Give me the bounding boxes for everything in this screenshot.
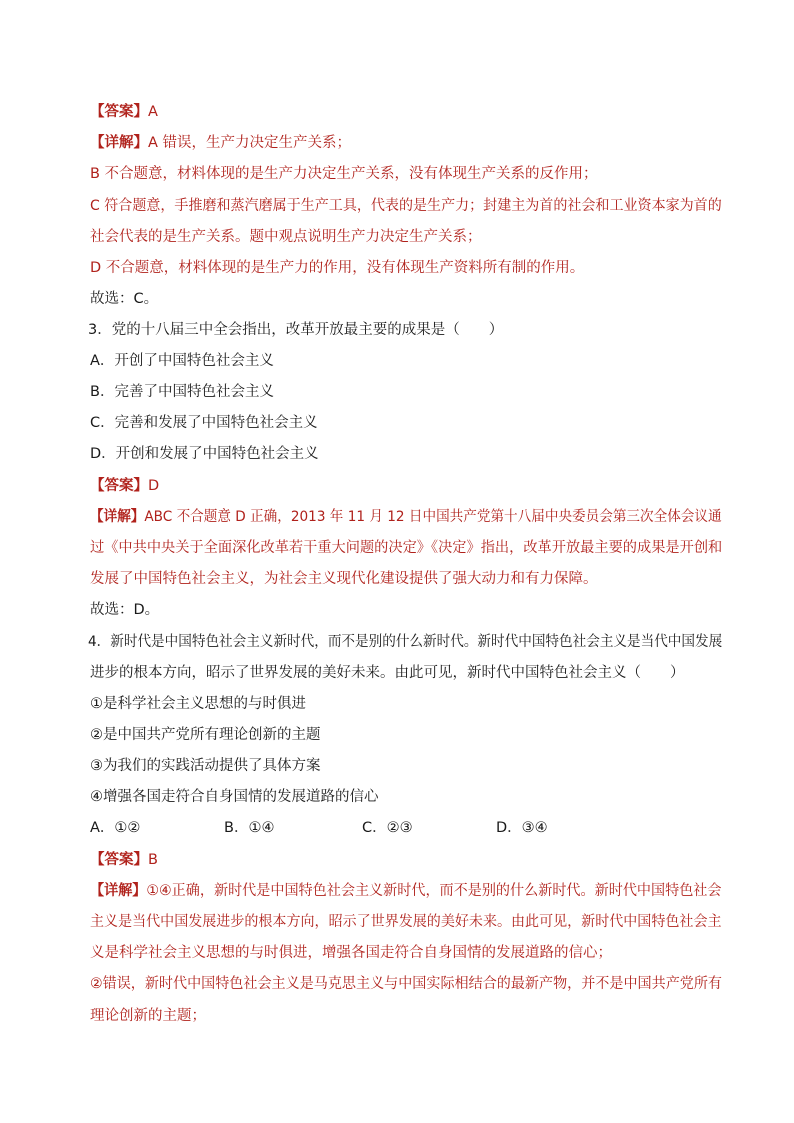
detail-text: 社会代表的是生产关系。题中观点说明生产力决定生产关系； (90, 229, 482, 245)
answer-label: 【答案】 (90, 478, 148, 494)
question-3-option-d: D．开创和发展了中国特色社会主义 (90, 446, 319, 462)
detail-text: ABC 不合题意 D 正确，2013 年 11 月 12 日中国共产党第十八届中央委员会第三次全体会议通 (144, 509, 722, 525)
question-3-option-a: A．开创了中国特色社会主义 (90, 353, 274, 369)
question-3-answer (90, 476, 159, 496)
detail-text: ②错误，新时代中国特色社会主义是马克思主义与中国实际相结合的最新产物，并不是中国共产党所有 (90, 976, 722, 992)
answer-label: 【答案】 (90, 104, 148, 120)
question-4-answer (90, 850, 158, 870)
detail-text: 过《中共中央关于全面深化改革若干重大问题的决定》《决定》指出，改革开放最主要的成果是开创和 (90, 540, 723, 556)
detail-label: 【详解】 (90, 509, 145, 525)
question-4-statement-1: ①是科学社会主义思想的与时俱进 (90, 696, 306, 712)
question-4-detail (90, 881, 722, 901)
question-3-option-b: B．完善了中国特色社会主义 (90, 384, 274, 400)
detail-label: 【详解】 (90, 135, 148, 151)
detail-text: ①④正确，新时代是中国特色社会主义新时代，而不是别的什么新时代。新时代中国特色社会 (146, 883, 722, 899)
choice-line: 故选：D。 (90, 602, 160, 618)
question-4-option-a: A．①② (90, 820, 141, 836)
question-4-option-c: C．②③ (362, 820, 413, 836)
answer-label: 【答案】 (90, 852, 148, 868)
question-4-option-d: D．③④ (496, 820, 548, 836)
question-4-options (90, 818, 548, 838)
question-4-stem: 4．新时代是中国特色社会主义新时代，而不是别的什么新时代。新时代中国特色社会主义是当代中国发展 (88, 634, 723, 650)
answer-value: D (148, 478, 160, 494)
detail-text: D 不合题意，材料体现的是生产力的作用，没有体现生产资料所有制的作用。 (90, 260, 585, 276)
detail-text: 义是科学社会主义思想的与时俱进，增强各国走符合自身国情的发展道路的信心； (90, 945, 612, 961)
question-3-option-c: C．完善和发展了中国特色社会主义 (90, 415, 318, 431)
detail-text: A 错误，生产力决定生产关系； (148, 135, 352, 151)
detail-text: C 符合题意，手推磨和蒸汽磨属于生产工具，代表的是生产力；封建主为首的社会和工业资本家为首的 (90, 198, 722, 214)
detail-text: 理论创新的主题； (90, 1008, 206, 1024)
question-4-statement-3: ③为我们的实践活动提供了具体方案 (90, 758, 321, 774)
detail-text: 主义是当代中国发展进步的根本方向，昭示了世界发展的美好未来。由此可见，新时代中国特色社会主 (90, 914, 722, 930)
question-4-stem: 进步的根本方向，昭示了世界发展的美好未来。由此可见，新时代中国特色社会主义（ ） (90, 665, 685, 681)
question-3-stem: 3．党的十八届三中全会指出，改革开放最主要的成果是（ ） (88, 322, 504, 338)
question-4-option-b: B．①④ (224, 820, 275, 836)
detail-text: B 不合题意，材料体现的是生产力决定生产关系，没有体现生产关系的反作用； (90, 166, 598, 182)
answer-value: A (148, 104, 158, 120)
question-4-statement-4: ④增强各国走符合自身国情的发展道路的信心 (90, 789, 379, 805)
detail-line-prev (90, 133, 351, 153)
answer-line-prev (90, 102, 158, 122)
choice-line: 故选：C。 (90, 291, 159, 307)
detail-label: 【详解】 (90, 883, 147, 899)
question-3-detail (90, 507, 722, 527)
answer-value: B (148, 852, 158, 868)
detail-text: 发展了中国特色社会主义，为社会主义现代化建设提供了强大动力和有力保障。 (90, 571, 598, 587)
question-4-statement-2: ②是中国共产党所有理论创新的主题 (90, 727, 321, 743)
